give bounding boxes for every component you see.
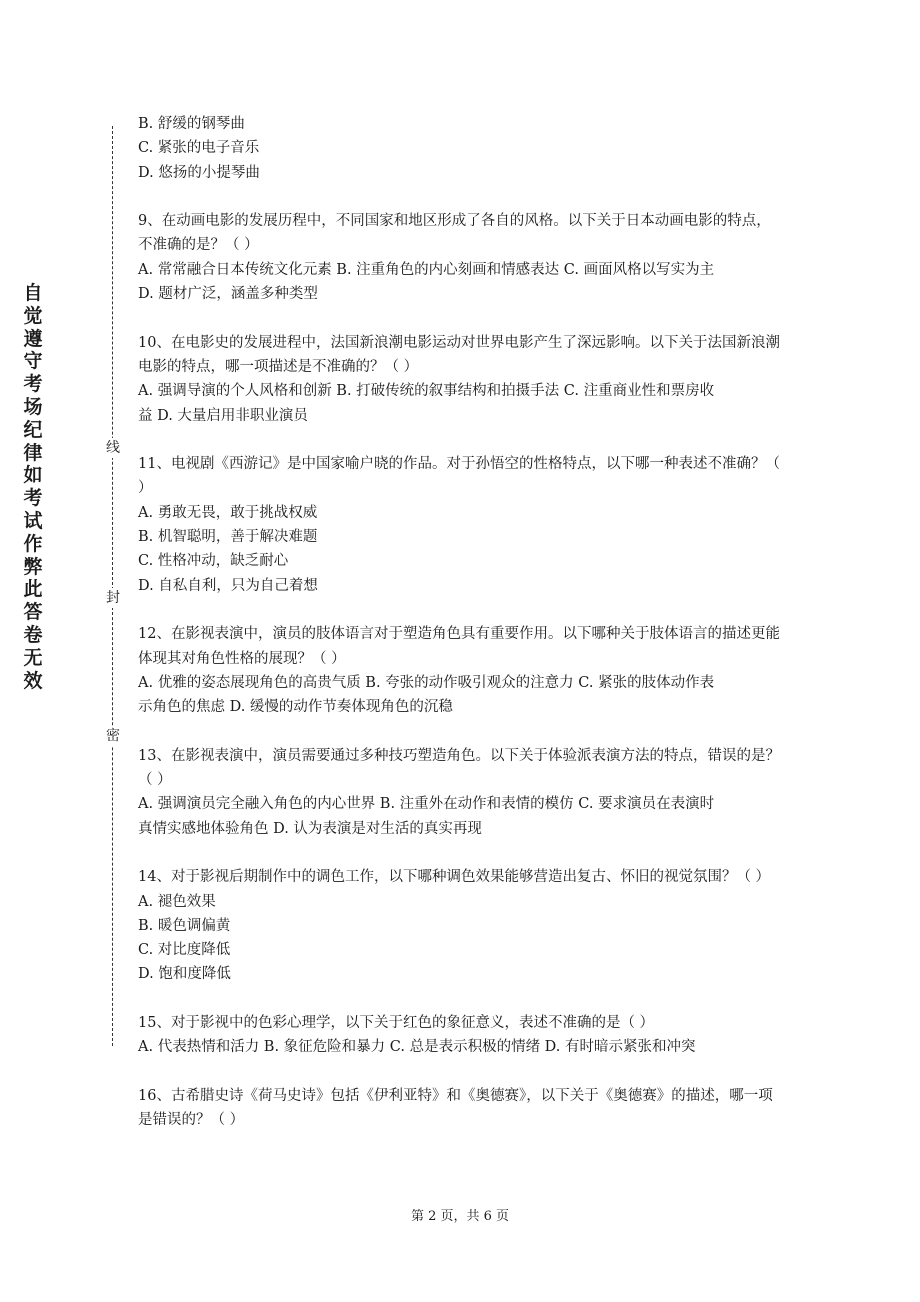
option: C. 紧张的电子音乐 xyxy=(138,140,260,157)
question-stem: 16、古希腊史诗《荷马史诗》包括《伊利亚特》和《奥德赛》，以下关于《奥德赛》的描述，哪一项是错误的？（ ） xyxy=(138,1087,773,1129)
option: 益 D. 大量启用非职业演员 xyxy=(138,407,308,424)
question-9 xyxy=(138,209,783,306)
question-16 xyxy=(138,1084,783,1133)
question-stem: 14、对于影视后期制作中的调色工作，以下哪种调色效果能够营造出复古、怀旧的视觉氛围？（ ） xyxy=(138,869,771,886)
option: 真情实感地体验角色 D. 认为表演是对生活的真实再现 xyxy=(138,820,482,837)
option: D. 悠扬的小提琴曲 xyxy=(138,164,260,181)
option: C. 对比度降低 xyxy=(138,942,231,959)
option: A. 强调演员完全融入角色的内心世界 B. 注重外在动作和表情的模仿 C. 要求演员在表演时 xyxy=(138,796,715,813)
question-stem: 12、在影视表演中，演员的肢体语言对于塑造角色具有重要作用。以下哪种关于肢体语言的描述更能体现其对角色性格的展现？（ ） xyxy=(138,626,780,667)
question-12 xyxy=(138,622,783,719)
exam-discipline-notice: 自觉遵守考场纪律如考试作弊此答卷无效 xyxy=(23,282,43,692)
option: D. 饱和度降低 xyxy=(138,966,231,983)
question-stem: 11、电视剧《西游记》是中国家喻户晓的作品。对于孙悟空的性格特点，以下哪一种表述不准确？（ ） xyxy=(138,456,780,497)
binding-label-secret: 密 xyxy=(103,726,123,746)
option: A. 褪色效果 xyxy=(138,893,216,910)
option: A. 代表热情和活力 B. 象征危险和暴力 C. 总是表示积极的情绪 D. 有时暗示紧张和冲突 xyxy=(138,1039,696,1056)
option: A. 勇敢无畏，敢于挑战权威 xyxy=(138,504,318,521)
page-number-footer: 第 2 页，共 6 页 xyxy=(410,1209,510,1224)
binding-label-line: 线 xyxy=(103,438,123,458)
option: B. 机智聪明，善于解决难题 xyxy=(138,529,318,546)
binding-dashed-line xyxy=(112,126,113,1046)
option: A. 优雅的姿态展现角色的高贵气质 B. 夸张的动作吸引观众的注意力 C. 紧张的肢体动作表 xyxy=(138,674,715,691)
question-list xyxy=(138,112,783,1132)
question-15 xyxy=(138,1011,783,1060)
question-10 xyxy=(138,331,783,428)
option: A. 常常融合日本传统文化元素 B. 注重角色的内心刻画和情感表达 C. 画面风格以写实为主 xyxy=(138,261,715,278)
question-14 xyxy=(138,865,783,986)
binding-label-seal: 封 xyxy=(103,588,123,608)
question-13 xyxy=(138,744,783,841)
question-8-continued xyxy=(138,112,783,185)
option: C. 性格冲动，缺乏耐心 xyxy=(138,553,289,570)
option: D. 自私自利，只为自己着想 xyxy=(138,577,318,594)
option: A. 强调导演的个人风格和创新 B. 打破传统的叙事结构和拍摄手法 C. 注重商业性和票房收 xyxy=(138,383,715,400)
question-11 xyxy=(138,452,783,598)
question-stem: 13、在影视表演中，演员需要通过多种技巧塑造角色。以下关于体验派表演方法的特点，错误的是？（ ） xyxy=(138,747,780,789)
option: B. 舒缓的钢琴曲 xyxy=(138,116,245,132)
option: 示角色的焦虑 D. 缓慢的动作节奏体现角色的沉稳 xyxy=(138,699,453,716)
option: D. 题材广泛，涵盖多种类型 xyxy=(138,286,318,303)
question-stem: 9、在动画电影的发展历程中，不同国家和地区形成了各自的风格。以下关于日本动画电影的特点，不准确的是？（ ） xyxy=(138,213,771,254)
question-stem: 10、在电影史的发展进程中，法国新浪潮电影运动对世界电影产生了深远影响。以下关于法国新浪潮电影的特点，哪一项描述是不准确的？（ ） xyxy=(138,334,780,375)
question-stem: 15、对于影视中的色彩心理学，以下关于红色的象征意义，表述不准确的是（ ） xyxy=(138,1014,655,1031)
option: B. 暖色调偏黄 xyxy=(138,917,231,934)
